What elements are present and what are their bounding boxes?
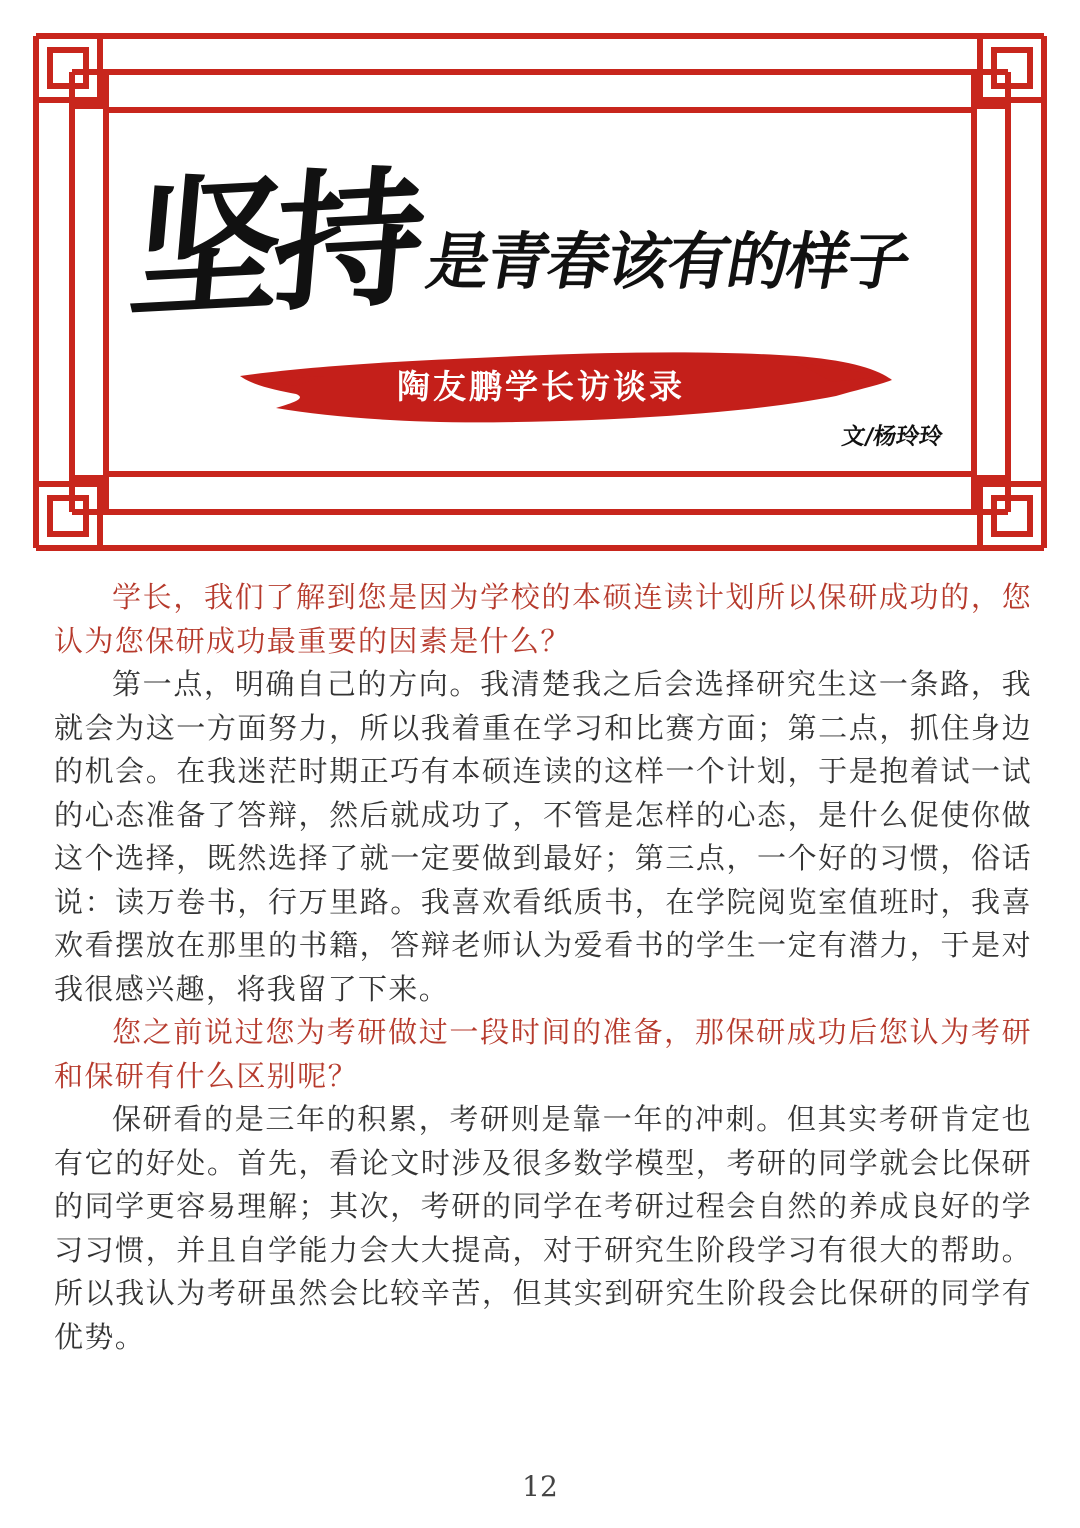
headline-secondary: 是青春该有的样子	[421, 225, 915, 298]
page-number: 12	[522, 1470, 558, 1503]
interview-answer: 保研看的是三年的积累，考研则是靠一年的冲刺。但其实考研肯定也有它的好处。首先，看论文时涉及很多数学模型，考研的同学就会比保研的同学更容易理解；其次，考研的同学在考研过程会自然的养成良好的学习习惯，并且自学能力会大大提高，对于研究生阶段学习有很大的帮助。所以我认为考研虽然会比较辛苦，但其实到研究生阶段会比保研的同学有优势。	[54, 1102, 1032, 1354]
interview-answer: 第一点，明确自己的方向。我清楚我之后会选择研究生这一条路，我就会为这一方面努力，所以我着重在学习和比赛方面；第二点，抓住身边的机会。在我迷茫时期正巧有本硕连读的这样一个计划，于是抱着试一试的心态准备了答辩，然后就成功了，不管是怎样的心态，是什么促使你做这个选择，既然选择了就一定要做到最好；第三点，一个好的习惯，俗话说：读万卷书，行万里路。我喜欢看纸质书，在学院阅览室值班时，我喜欢看摆放在那里的书籍，答辩老师认为爱看书的学生一定有潜力，于是对我很感兴趣，将我留了下来。	[54, 667, 1032, 1006]
subtitle-banner-text: 陶友鹏学长访谈录	[397, 367, 685, 406]
interview-question: 学长，我们了解到您是因为学校的本硕连读计划所以保研成功的，您认为您保研成功最重要的因素是什么？	[54, 580, 1032, 658]
interview-question: 您之前说过您为考研做过一段时间的准备，那保研成功后您认为考研和保研有什么区别呢？	[54, 1015, 1032, 1093]
article-body	[54, 576, 1032, 1359]
author-byline: 文/杨玲玲	[839, 424, 944, 450]
headline-main: 坚持	[123, 149, 425, 341]
